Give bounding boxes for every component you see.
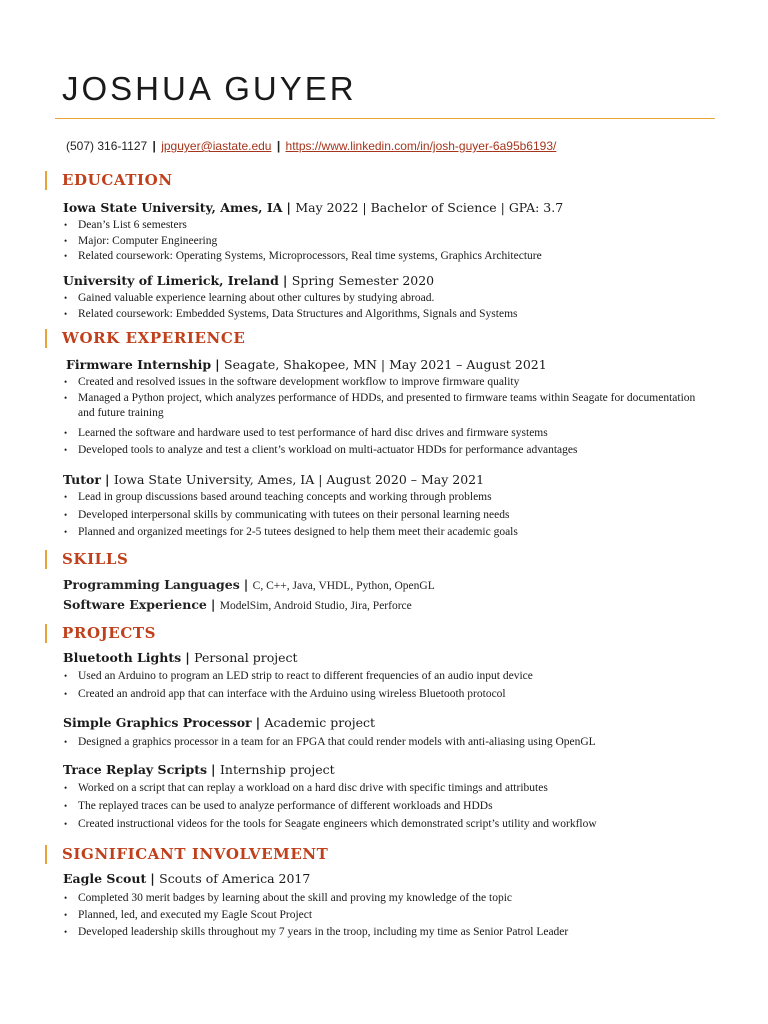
phone-number: (507) 316-1127 — [66, 139, 148, 153]
entry-heading: University of Limerick, Ireland | Spring Semester 2020 — [63, 273, 435, 288]
entry-title: Trace Replay Scripts — [63, 762, 208, 777]
entry-details: Spring Semester 2020 — [291, 273, 435, 288]
skill-values: ModelSim, Android Studio, Jira, Perforce — [219, 600, 412, 612]
entry-heading: Trace Replay Scripts | Internship project — [63, 762, 335, 777]
entry-heading: Bluetooth Lights | Personal project — [63, 650, 298, 665]
entry-details: Academic project — [264, 715, 376, 730]
entry-title: Firmware Internship — [66, 357, 212, 372]
entry-title: Iowa State University, Ames, IA — [63, 200, 283, 215]
list-item: • Planned, led, and executed my Eagle Scout Project — [63, 908, 568, 924]
list-item: • Major: Computer Engineering — [63, 234, 542, 250]
list-item: • Developed tools to analyze and test a client’s workload on multi-actuator HDDs for performance advantages — [63, 443, 698, 459]
entry-heading: Simple Graphics Processor | Academic project — [63, 715, 376, 730]
entry-title: Tutor — [63, 472, 101, 487]
skill-values: C, C++, Java, VHDL, Python, OpenGL — [252, 580, 435, 592]
list-item: • Created and resolved issues in the software development workflow to improve firmware quality — [63, 375, 698, 391]
list-item: • Developed leadership skills throughout my 7 years in the troop, including my time as Senior Patrol Leader — [63, 925, 568, 941]
section-heading-skills: SKILLS — [45, 550, 128, 569]
header-divider — [55, 118, 715, 119]
list-item: • Lead in group discussions based around teaching concepts and working through problems — [63, 490, 518, 506]
bullet-list — [63, 375, 698, 459]
entry-title: Simple Graphics Processor — [63, 715, 252, 730]
contact-separator: | — [152, 139, 156, 153]
skill-row: Software Experience | ModelSim, Android Studio, Jira, Perforce — [63, 597, 412, 612]
list-item: • Learned the software and hardware used to test performance of hard disc drives and firmware systems — [63, 426, 698, 442]
list-item: • Created an android app that can interface with the Arduino using wireless Bluetooth protocol — [63, 687, 533, 703]
list-item: • Worked on a script that can replay a workload on a hard disc drive with specific timings and attributes — [63, 781, 597, 797]
bullet-list — [63, 781, 597, 833]
section-heading-projects: PROJECTS — [45, 624, 156, 643]
bullet-list — [63, 291, 518, 322]
entry-heading: Eagle Scout | Scouts of America 2017 — [63, 871, 311, 886]
entry-details: May 2022 | Bachelor of Science | GPA: 3.7 — [295, 200, 564, 215]
list-item: • Used an Arduino to program an LED strip to react to different frequencies of an audio input device — [63, 669, 533, 685]
bullet-list — [63, 218, 542, 265]
list-item: • Developed interpersonal skills by communicating with tutees on their personal learning needs — [63, 508, 518, 524]
entry-title: University of Limerick, Ireland — [63, 273, 279, 288]
list-item: • Gained valuable experience learning about other cultures by studying abroad. — [63, 291, 518, 307]
bullet-list — [63, 735, 596, 751]
contact-separator: | — [276, 139, 281, 153]
entry-heading: Tutor | Iowa State University, Ames, IA | August 2020 – May 2021 — [63, 472, 485, 487]
skill-row: Programming Languages | C, C++, Java, VHDL, Python, OpenGL — [63, 577, 435, 592]
list-item: • Dean’s List 6 semesters — [63, 218, 542, 234]
entry-title: Bluetooth Lights — [63, 650, 182, 665]
list-item: • The replayed traces can be used to analyze performance of different workloads and HDDs — [63, 799, 597, 815]
email-link[interactable]: jpguyer@iastate.edu — [161, 139, 272, 153]
list-item: • Related coursework: Operating Systems, Microprocessors, Real time systems, Graphics Architecture — [63, 249, 542, 265]
section-heading-involvement: SIGNIFICANT INVOLVEMENT — [45, 845, 328, 864]
entry-heading: Firmware Internship | Seagate, Shakopee, MN | May 2021 – August 2021 — [66, 357, 547, 372]
entry-heading: Iowa State University, Ames, IA | May 2022 | Bachelor of Science | GPA: 3.7 — [63, 200, 564, 215]
entry-details: Iowa State University, Ames, IA | August 2020 – May 2021 — [113, 472, 485, 487]
entry-details: Personal project — [194, 650, 298, 665]
list-item: • Created instructional videos for the tools for Seagate engineers which demonstrated script’s utility and workflow — [63, 817, 597, 833]
skill-category: Programming Languages — [63, 577, 240, 592]
section-heading-education: EDUCATION — [45, 171, 173, 190]
list-item: • Related coursework: Embedded Systems, Data Structures and Algorithms, Signals and Systems — [63, 307, 518, 323]
bullet-list — [63, 891, 568, 941]
list-item: • Designed a graphics processor in a team for an FPGA that could render models with anti-aliasing using OpenGL — [63, 735, 596, 751]
entry-details: Scouts of America 2017 — [159, 871, 311, 886]
entry-details: Internship project — [219, 762, 335, 777]
list-item: • Managed a Python project, which analyzes performance of HDDs, and presented to firmware teams within Seagate for documentation and future training — [63, 391, 698, 425]
candidate-name: JOSHUA GUYER — [62, 70, 357, 107]
entry-title: Eagle Scout — [63, 871, 147, 886]
bullet-list — [63, 669, 533, 702]
list-item: • Completed 30 merit badges by learning about the skill and proving my knowledge of the topic — [63, 891, 568, 907]
bullet-list — [63, 490, 518, 541]
list-item: • Planned and organized meetings for 2-5 tutees designed to help them meet their academic goals — [63, 525, 518, 541]
linkedin-link[interactable]: https://www.linkedin.com/in/josh-guyer-6a95b6193/ — [285, 139, 557, 153]
skill-category: Software Experience — [63, 597, 207, 612]
section-heading-work-experience: WORK EXPERIENCE — [45, 329, 245, 348]
contact-line — [66, 139, 556, 153]
entry-details: Seagate, Shakopee, MN | May 2021 – August 2021 — [224, 357, 547, 372]
